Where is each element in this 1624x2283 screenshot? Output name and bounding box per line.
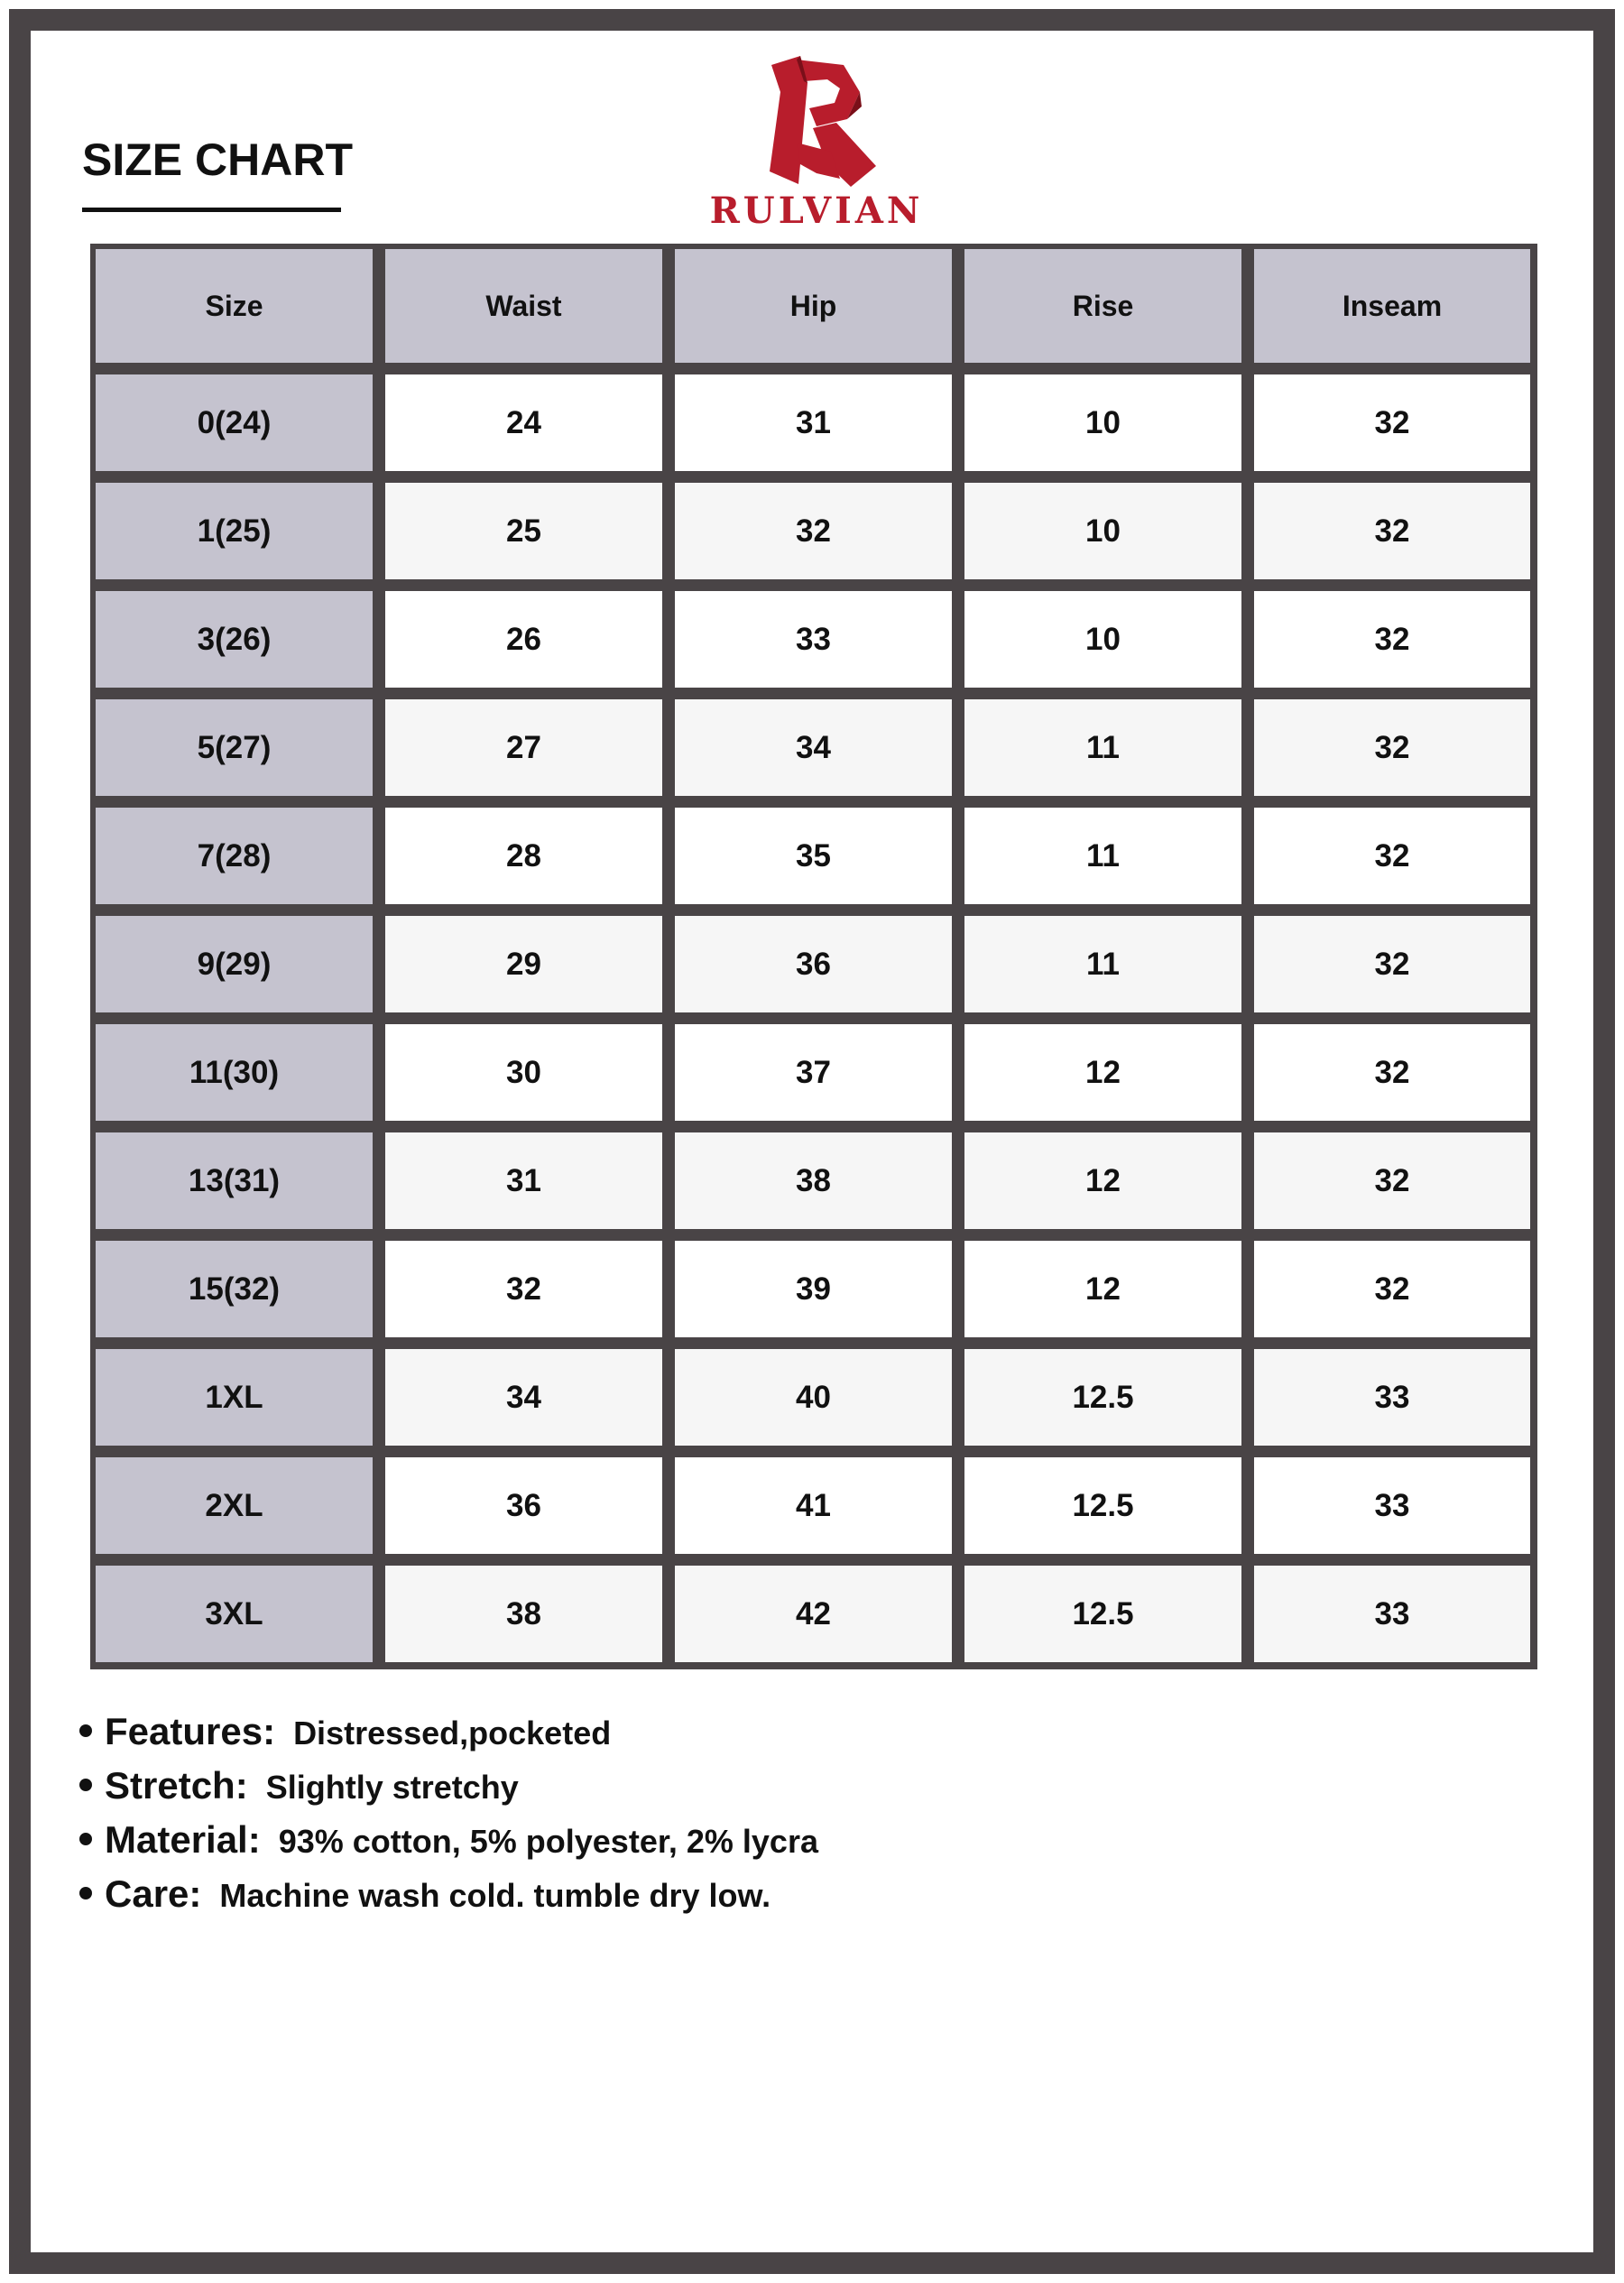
stylized-r-logo-icon <box>753 56 880 187</box>
measurement-cell: 12.5 <box>964 1349 1241 1446</box>
title-underline <box>82 208 341 212</box>
size-label-cell: 0(24) <box>96 374 373 471</box>
feature-value: Slightly stretchy <box>265 1769 519 1806</box>
measurement-cell: 32 <box>385 1241 662 1337</box>
measurement-cell: 40 <box>675 1349 952 1446</box>
size-label-cell: 7(28) <box>96 808 373 904</box>
measurement-cell: 32 <box>1254 1024 1530 1121</box>
measurement-cell: 27 <box>385 699 662 796</box>
size-label-cell: 5(27) <box>96 699 373 796</box>
measurement-cell: 32 <box>1254 374 1530 471</box>
bullet-icon <box>79 1887 92 1899</box>
measurement-cell: 10 <box>964 374 1241 471</box>
measurement-cell: 32 <box>1254 483 1530 579</box>
measurement-cell: 32 <box>1254 916 1530 1012</box>
measurement-cell: 12.5 <box>964 1566 1241 1662</box>
size-label-cell: 2XL <box>96 1457 373 1554</box>
measurement-cell: 11 <box>964 699 1241 796</box>
feature-value: Machine wash cold. tumble dry low. <box>219 1877 771 1914</box>
measurement-cell: 10 <box>964 591 1241 688</box>
size-label-cell: 1XL <box>96 1349 373 1446</box>
feature-item <box>79 1710 818 1764</box>
brand-logo <box>699 56 934 232</box>
size-chart-table <box>90 244 1537 1669</box>
measurement-cell: 33 <box>675 591 952 688</box>
size-label-cell: 3XL <box>96 1566 373 1662</box>
size-label-cell: 13(31) <box>96 1132 373 1229</box>
measurement-cell: 36 <box>385 1457 662 1554</box>
feature-value: Distressed,pocketed <box>293 1715 612 1752</box>
measurement-cell: 12 <box>964 1241 1241 1337</box>
size-label-cell: 3(26) <box>96 591 373 688</box>
measurement-cell: 37 <box>675 1024 952 1121</box>
page-title: SIZE CHART <box>82 134 353 185</box>
measurement-cell: 33 <box>1254 1457 1530 1554</box>
bullet-icon <box>79 1779 92 1791</box>
measurement-cell: 28 <box>385 808 662 904</box>
measurement-cell: 41 <box>675 1457 952 1554</box>
measurement-cell: 25 <box>385 483 662 579</box>
measurement-cell: 12.5 <box>964 1457 1241 1554</box>
column-header-size: Size <box>96 249 373 363</box>
feature-item <box>79 1818 818 1872</box>
measurement-cell: 34 <box>385 1349 662 1446</box>
feature-value: 93% cotton, 5% polyester, 2% lycra <box>278 1823 818 1860</box>
measurement-cell: 34 <box>675 699 952 796</box>
size-label-cell: 15(32) <box>96 1241 373 1337</box>
column-header-hip: Hip <box>675 249 952 363</box>
measurement-cell: 32 <box>1254 808 1530 904</box>
column-header-waist: Waist <box>385 249 662 363</box>
measurement-cell: 11 <box>964 808 1241 904</box>
measurement-cell: 11 <box>964 916 1241 1012</box>
measurement-cell: 32 <box>1254 591 1530 688</box>
measurement-cell: 42 <box>675 1566 952 1662</box>
measurement-cell: 32 <box>1254 699 1530 796</box>
measurement-cell: 38 <box>385 1566 662 1662</box>
feature-item <box>79 1764 818 1818</box>
feature-label: Stretch: <box>105 1764 248 1807</box>
feature-label: Features: <box>105 1710 276 1752</box>
column-header-rise: Rise <box>964 249 1241 363</box>
measurement-cell: 33 <box>1254 1566 1530 1662</box>
measurement-cell: 24 <box>385 374 662 471</box>
feature-label: Care: <box>105 1872 202 1915</box>
measurement-cell: 32 <box>1254 1241 1530 1337</box>
feature-label: Material: <box>105 1818 261 1861</box>
bullet-icon <box>79 1833 92 1845</box>
measurement-cell: 32 <box>1254 1132 1530 1229</box>
measurement-cell: 29 <box>385 916 662 1012</box>
measurement-cell: 31 <box>385 1132 662 1229</box>
product-features-list <box>79 1710 818 1927</box>
size-label-cell: 1(25) <box>96 483 373 579</box>
measurement-cell: 35 <box>675 808 952 904</box>
feature-item <box>79 1872 818 1927</box>
measurement-cell: 33 <box>1254 1349 1530 1446</box>
measurement-cell: 38 <box>675 1132 952 1229</box>
column-header-inseam: Inseam <box>1254 249 1530 363</box>
measurement-cell: 39 <box>675 1241 952 1337</box>
measurement-cell: 12 <box>964 1024 1241 1121</box>
size-label-cell: 11(30) <box>96 1024 373 1121</box>
measurement-cell: 30 <box>385 1024 662 1121</box>
brand-name: RULVIAN <box>709 189 924 232</box>
measurement-cell: 32 <box>675 483 952 579</box>
size-label-cell: 9(29) <box>96 916 373 1012</box>
measurement-cell: 36 <box>675 916 952 1012</box>
measurement-cell: 31 <box>675 374 952 471</box>
measurement-cell: 12 <box>964 1132 1241 1229</box>
measurement-cell: 26 <box>385 591 662 688</box>
bullet-icon <box>79 1724 92 1737</box>
measurement-cell: 10 <box>964 483 1241 579</box>
